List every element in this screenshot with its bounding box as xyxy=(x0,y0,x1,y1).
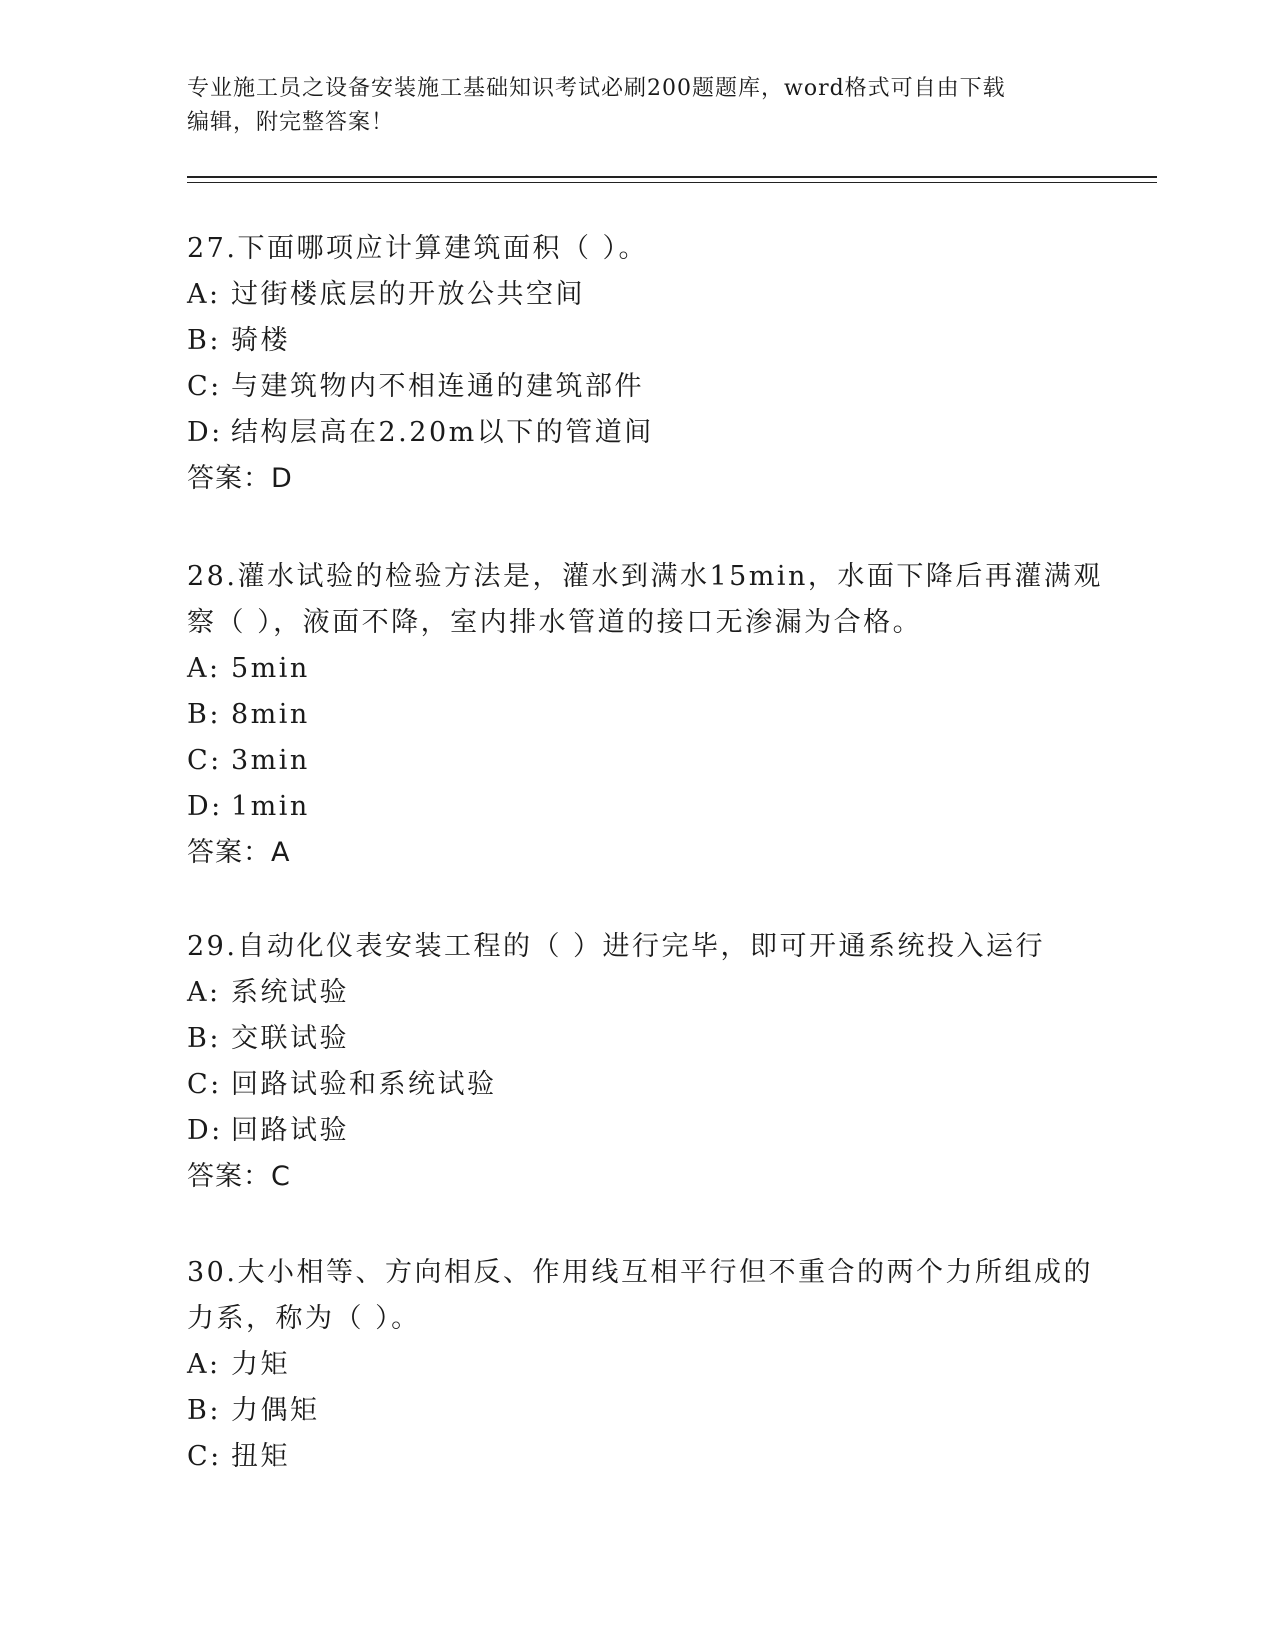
option-a xyxy=(187,970,1087,1016)
answer: 答案：D xyxy=(187,463,293,494)
question-28 xyxy=(187,554,1103,876)
option-a xyxy=(187,646,1087,692)
answer: 答案：A xyxy=(187,837,291,868)
option-text: 3min xyxy=(231,745,310,776)
option-key: A: xyxy=(187,977,221,1008)
option-d xyxy=(187,1108,1087,1154)
option-text: 过街楼底层的开放公共空间 xyxy=(231,279,585,310)
option-b xyxy=(187,692,1087,738)
question-stem: 29.自动化仪表安装工程的（ ）进行完毕，即可开通系统投入运行 xyxy=(187,931,1046,962)
option-b xyxy=(187,1388,1087,1434)
option-d xyxy=(187,410,1087,456)
option-text: 5min xyxy=(231,653,310,684)
header-divider-thick xyxy=(187,176,1157,178)
option-key: B: xyxy=(187,1395,221,1426)
question-stem: 27.下面哪项应计算建筑面积（ ）。 xyxy=(187,233,649,264)
answer: 答案：C xyxy=(187,1161,291,1192)
option-a xyxy=(187,1342,1087,1388)
question-27 xyxy=(187,226,1087,502)
option-key: A: xyxy=(187,1349,221,1380)
option-b xyxy=(187,1016,1087,1062)
question-29 xyxy=(187,924,1087,1200)
header-divider-thin xyxy=(187,182,1157,183)
option-c xyxy=(187,364,1087,410)
option-text: 与建筑物内不相连通的建筑部件 xyxy=(231,371,644,402)
option-d xyxy=(187,784,1087,830)
option-key: A: xyxy=(187,653,221,684)
document-header xyxy=(187,72,1067,140)
option-key: B: xyxy=(187,1023,221,1054)
option-c xyxy=(187,1434,1087,1480)
option-text: 1min xyxy=(231,791,310,822)
option-text: 骑楼 xyxy=(231,325,290,356)
option-key: B: xyxy=(187,325,221,356)
option-key: C: xyxy=(187,371,222,402)
option-text: 扭矩 xyxy=(231,1441,290,1472)
option-text: 交联试验 xyxy=(231,1023,349,1054)
option-text: 力偶矩 xyxy=(231,1395,320,1426)
option-key: C: xyxy=(187,1069,222,1100)
option-c xyxy=(187,738,1087,784)
option-c xyxy=(187,1062,1087,1108)
option-key: D: xyxy=(187,791,223,822)
header-line-1: 专业施工员之设备安装施工基础知识考试必刷200题题库，word格式可自由下载 xyxy=(187,76,1006,101)
option-key: A: xyxy=(187,279,221,310)
option-text: 力矩 xyxy=(231,1349,290,1380)
question-stem-line-2: 力系，称为（ ）。 xyxy=(187,1303,421,1334)
question-30 xyxy=(187,1250,1093,1480)
option-text: 回路试验 xyxy=(231,1115,349,1146)
question-stem-line-1: 30.大小相等、方向相反、作用线互相平行但不重合的两个力所组成的 xyxy=(187,1257,1093,1288)
option-key: C: xyxy=(187,1441,222,1472)
option-key: D: xyxy=(187,1115,223,1146)
option-key: D: xyxy=(187,417,223,448)
question-stem-line-2: 察（ ），液面不降，室内排水管道的接口无渗漏为合格。 xyxy=(187,607,923,638)
option-key: B: xyxy=(187,699,221,730)
option-text: 回路试验和系统试验 xyxy=(231,1069,497,1100)
option-text: 8min xyxy=(231,699,310,730)
option-b xyxy=(187,318,1087,364)
option-text: 系统试验 xyxy=(231,977,349,1008)
option-text: 结构层高在2.20m以下的管道间 xyxy=(231,417,654,448)
option-key: C: xyxy=(187,745,222,776)
option-a xyxy=(187,272,1087,318)
question-stem-line-1: 28.灌水试验的检验方法是，灌水到满水15min，水面下降后再灌满观 xyxy=(187,561,1103,592)
header-line-2: 编辑，附完整答案！ xyxy=(187,110,395,135)
